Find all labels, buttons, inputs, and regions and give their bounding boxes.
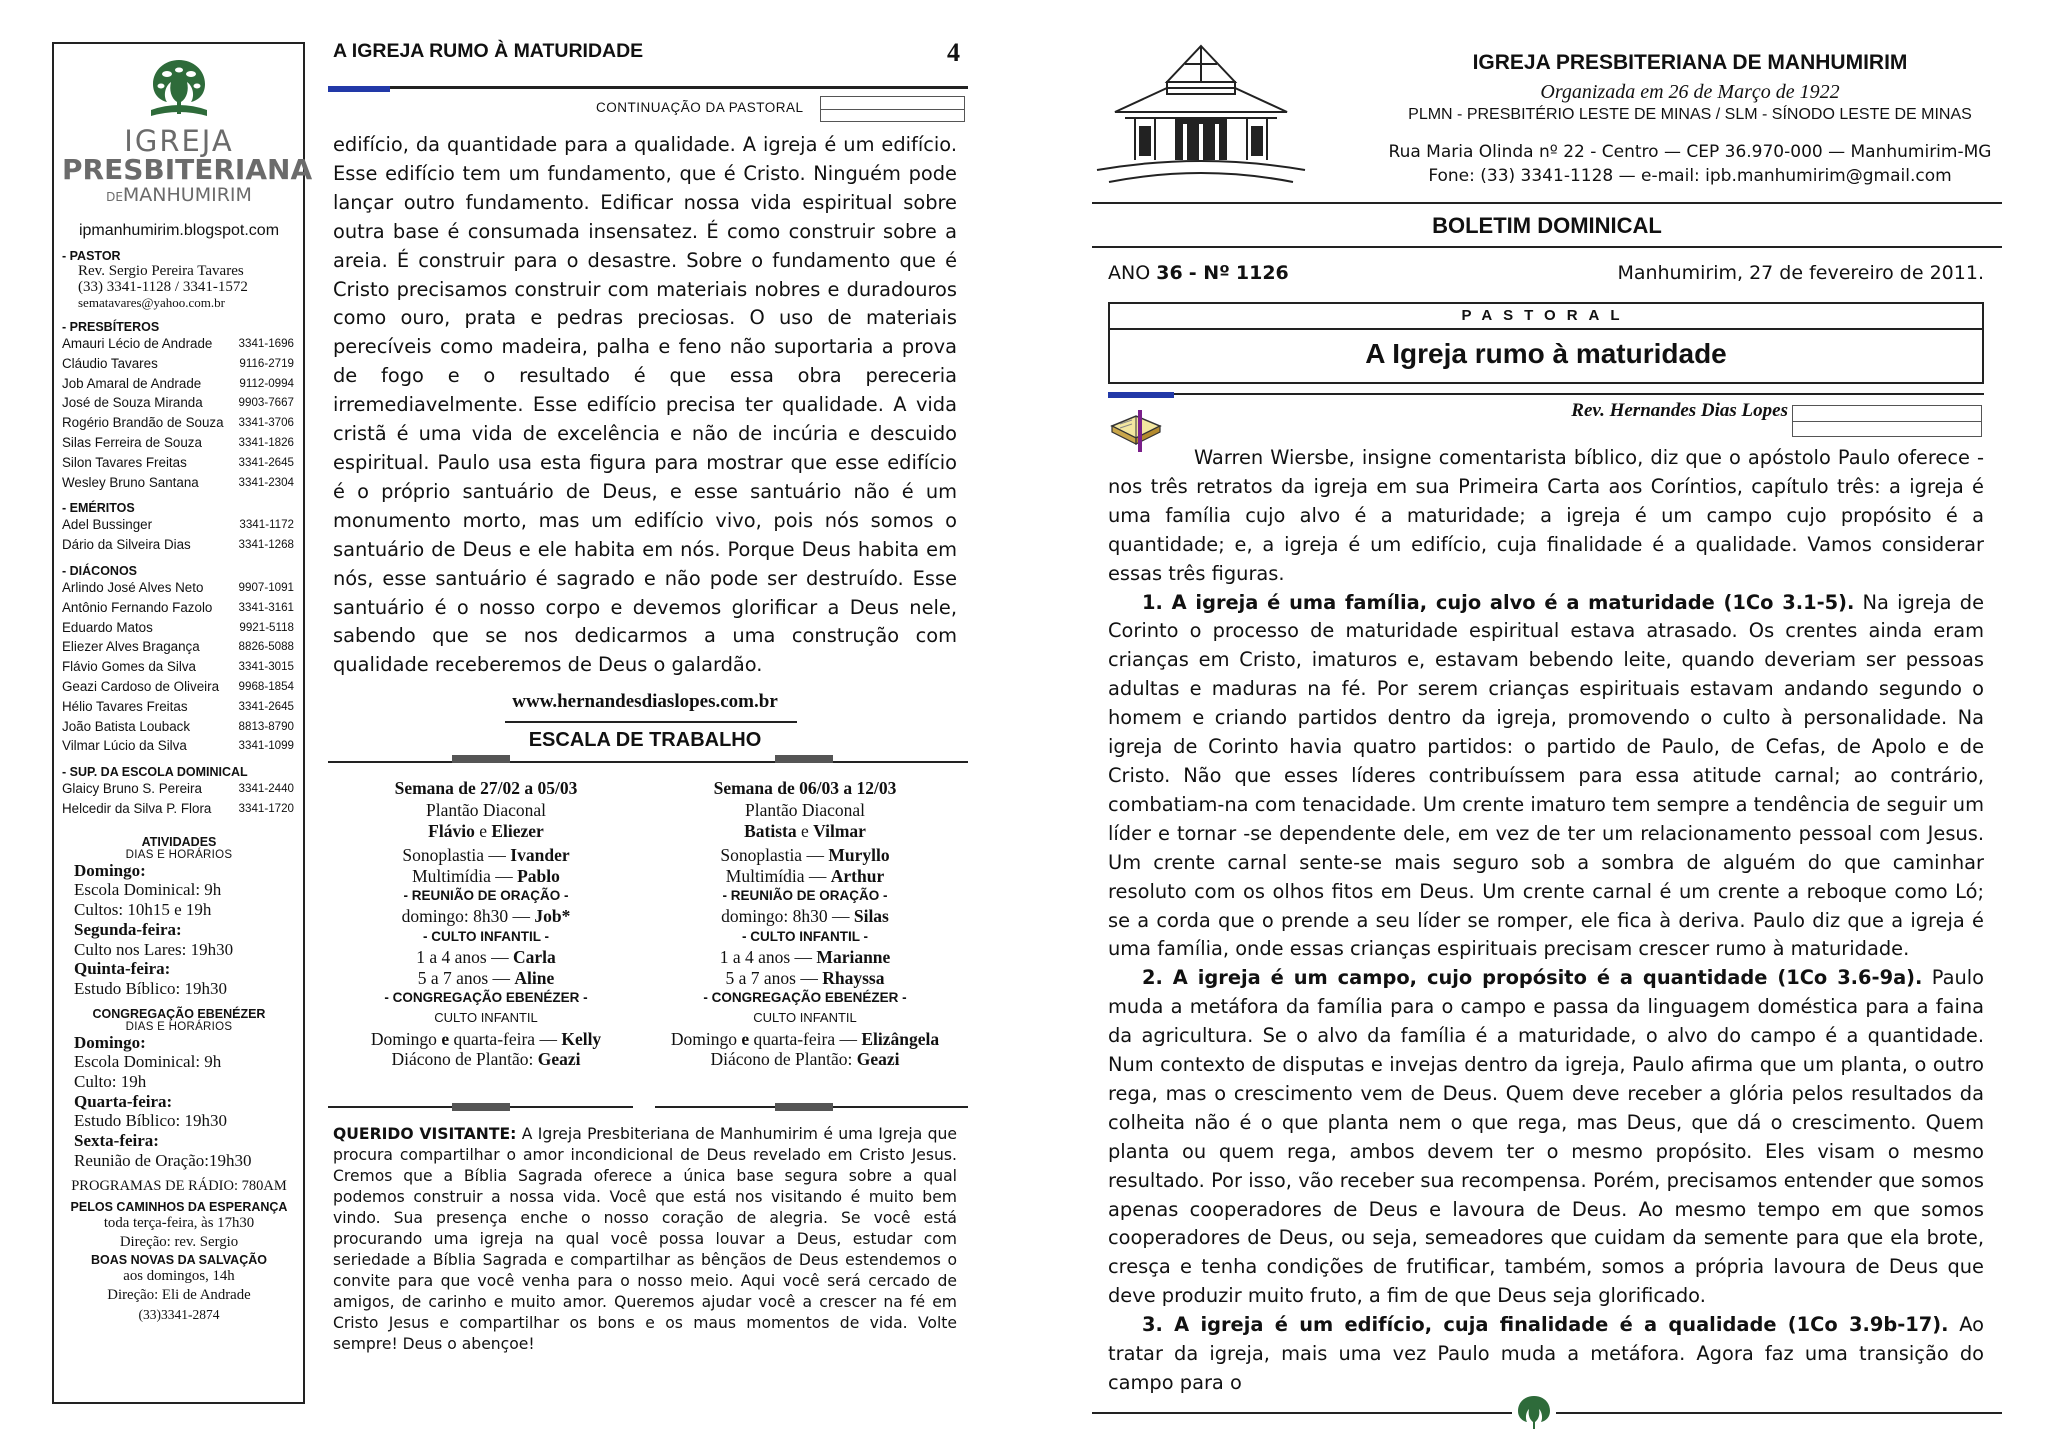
plantao-name-b: Eliezer (491, 820, 544, 841)
page4-header (333, 38, 968, 67)
escala-heading: ESCALA DE TRABALHO (528, 729, 762, 751)
person-row (62, 515, 296, 535)
logo-text-manhumirim: DEMANHUMIRIM (106, 184, 252, 206)
cong-name: Elizângela (861, 1028, 940, 1049)
escala-mark-left (452, 755, 510, 763)
person-name: Adel Bussinger (62, 517, 153, 533)
escala-bottom-mark-left (452, 1103, 510, 1111)
person-name: Wesley Bruno Santana (62, 474, 199, 490)
person-phone: 3341-2440 (238, 782, 294, 796)
infantil-heading: - CULTO INFANTIL - (423, 928, 549, 944)
diacono-name: Geazi (537, 1049, 581, 1070)
continuation-label: CONTINUAÇÃO DA PASTORAL (596, 100, 804, 115)
person-name: Geazi Cardoso de Oliveira (62, 678, 220, 694)
oracao-name: Job* (534, 906, 571, 927)
article-point-1: 1. A igreja é uma família, cujo alvo é a maturidade (1Co 3.1-5). Na igreja de Corinto o processo de maturidade espiritual estava atrasado. Os crentes ainda eram crianças em Cristo, imaturos e, estavam bebendo leite, quando deveriam ser pessoas adultas e maduras na fé. Por serem crianças espirituais estavam andando segundo o homem e criando partidos dentro da igreja, promovendo o culto à personalidade. Na igreja de Corinto havia quatro partidos: o partido de Paulo, de Cefas, de Apolo e de Cristo. Não que esses líderes contribuíssem para essa atitude carnal; ao contrário, combatiam-na com tenacidade. Um crente imaturo tem sempre a tendência de seguir um líder e tornar -se dependente dele, em vez de ter um relacionamento pessoal com Jesus. Um crente carnal sente-se mais seguro sob a sombra de alguém do que caminhar resoluto com os olhos fitos em Deus. Um crente carnal é um crente a reboque como Ló; se a corda que o prende a seu líder se romper, ele fica à deriva. Paulo diz que a igreja é uma família, onde essas crianças espirituais precisam crescer rumo à maturidade. (1108, 590, 1984, 961)
cong-name: Kelly (561, 1028, 602, 1049)
person-phone: 3341-1268 (238, 538, 294, 552)
pastoral-article (1108, 444, 1984, 1398)
person-name: Glaicy Bruno S. Pereira (62, 781, 202, 797)
schedule-day: Quinta-feira: (74, 959, 171, 979)
person-row (62, 637, 296, 657)
issue-number: ANO 36 - Nº 1126 (1108, 262, 1289, 284)
plantao-label: Plantão Diaconal (744, 800, 866, 821)
radio1-title: PELOS CAMINHOS DA ESPERANÇA (70, 1199, 288, 1214)
congregacao-heading: - CONGREGAÇÃO EBENÉZER - (703, 990, 907, 1006)
church-organized: Organizada em 26 de Março de 1922 (1540, 81, 1840, 103)
church-presbytery: PLMN - PRESBITÉRIO LESTE DE MINAS / SLM - SÍNODO LESTE DE MINAS (1408, 106, 1972, 123)
atividades-heading: ATIVIDADES (141, 834, 217, 849)
cong-label-a: Domingo (670, 1028, 737, 1049)
radio1-when: toda terça-feira, às 17h30 (103, 1214, 255, 1231)
person-name: Arlindo José Alves Neto (62, 579, 204, 595)
pastor-info (62, 263, 296, 311)
schedule-day: Sexta-feira: (74, 1131, 159, 1151)
author-website-link[interactable]: www.hernandesdiaslopes.com.br (512, 691, 778, 712)
person-row (62, 677, 296, 697)
schedule-line: Estudo Bíblico: 19h30 (74, 978, 227, 998)
person-phone: 8813-8790 (238, 719, 294, 733)
article-point-3: 3. A igreja é um edifício, cuja finalidade é a qualidade (1Co 3.9b-17). Ao tratar da igreja, mais uma vez Paulo muda a metáfora. Agora faz uma transição do campo para o (1108, 1313, 1984, 1394)
escala-rule (328, 761, 968, 763)
person-phone: 3341-2304 (238, 475, 294, 489)
pastoral-accent-bar (1108, 392, 1174, 398)
article-intro: Warren Wiersbe, insigne comentarista bíblico, diz que o apóstolo Paulo oferece -nos três retratos da igreja em sua Primeira Carta aos Coríntios, capítulo três: a igreja é uma família cujo alvo é a maturidade; a igreja é um campo cujo propósito é a quantidade; e, a igreja é um edifício, cuja finalidade é a qualidade. Vamos considerar essas três figuras. (1108, 446, 1984, 585)
person-row (62, 799, 296, 819)
schedule-line: Cultos: 10h15 e 19h (74, 900, 212, 920)
escala-week-1: Semana de 27/02 a 05/03 Plantão Diaconal Flávio e Eliezer Sonoplastia — Ivander Multimídia — Pablo - REUNIÃO DE ORAÇÃO - domingo: 8h30 — Job* - CULTO INFANTIL - 1 a 4 anos — Carla 5 a 7 anos — Aline - CONGREGAÇÃO EBENÉZER - CULTO INFANTIL Domingo e quarta-feira — Kelly Diácono de Plantão: Geazi (370, 778, 602, 1070)
multimidia-name: Arthur (830, 865, 885, 886)
sidebar (52, 42, 313, 1404)
person-phone: 9968-1854 (238, 679, 294, 693)
infantil-heading: - CULTO INFANTIL - (742, 928, 868, 944)
escala-top-rule (505, 721, 797, 723)
pastor-name: Rev. Sergio Pereira Tavares (78, 263, 244, 279)
church-logo (62, 56, 313, 208)
pastoral-continuation-text: edifício, da quantidade para a qualidade. A igreja é um edifício. Esse edifício tem um fundamento, que é Cristo. Ninguém pode lançar outro fundamento. Edificar nossa vida espiritual sobre outra base é consumada insensatez. É como construir sobre a areia. É construir para o desastre. Sobre o fundamento que é Cristo precisamos construir com materiais nobres e duradouros como ouro, prata e pedras preciosas. O uso de materiais perecíveis como madeira, palha e feno não suportaria a prova de fogo e o resultado é que essa obra pereceria irremediavelmente. Esse edifício precisa ter qualidade. A vida cristã é uma vida de excelência e não de incúria e descuido espiritual. Paulo usa esta figura para mostrar que esse edifício é o próprio santuário de Deus, e esse santuário não é um monumento morto, mas um edifício vivo, pois nós somos o santuário de Deus e ele habita em nós. Porque Deus habita em nós, esse santuário é sagrado e não pode ser destruído. Esse santuário é o nosso corpo e devemos glorificar a Deus nele, sabendo que se nos dedicarmos a uma construção com qualidade receberemos de Deus o galardão. (333, 133, 957, 677)
person-name: Eduardo Matos (62, 619, 153, 635)
visitor-label: QUERIDO VISITANTE: (333, 1125, 517, 1143)
schedule-day: Segunda-feira: (74, 919, 182, 939)
diaconos-heading: - DIÁCONOS (62, 563, 137, 578)
oracao-label: domingo: 8h30 — (401, 906, 530, 927)
oracao-name: Silas (853, 906, 889, 927)
church-address: Rua Maria Olinda nº 22 - Centro — CEP 36.970-000 — Manhumirim-MG (1388, 142, 1992, 162)
tree-logo-icon (143, 56, 215, 122)
article-author: Rev. Hernandes Dias Lopes (1571, 400, 1788, 421)
escala-bottom-mark-right (775, 1103, 833, 1111)
author-box (1792, 405, 1982, 437)
person-name: Rogério Brandão de Souza (62, 415, 224, 431)
person-name: Silon Tavares Freitas (62, 454, 187, 470)
person-name: Hélio Tavares Freitas (62, 698, 188, 714)
escola-list (62, 779, 296, 819)
congregacao-heading: CONGREGAÇÃO EBENÉZER (92, 1006, 266, 1021)
radio2-when: aos domingos, 14h (123, 1267, 235, 1284)
person-name: Cláudio Tavares (62, 355, 158, 371)
sonoplastia-label: Sonoplastia — (720, 845, 824, 866)
sonoplastia-name: Muryllo (828, 845, 890, 866)
issue-date: Manhumirim, 27 de fevereiro de 2011. (1617, 262, 1984, 284)
sonoplastia-label: Sonoplastia — (402, 845, 506, 866)
person-row (62, 413, 296, 433)
pastor-phone: (33) 3341-1128 / 3341-1572 (78, 279, 248, 295)
person-name: José de Souza Miranda (62, 395, 203, 411)
person-phone: 3341-3015 (238, 660, 294, 674)
person-name: Silas Ferreira de Souza (62, 434, 202, 450)
emeritos-heading: - EMÉRITOS (62, 501, 135, 516)
person-phone: 3341-1099 (238, 739, 294, 753)
visitor-text: A Igreja Presbiteriana de Manhumirim é uma Igreja que procura compartilhar o amor incondicional de Deus revelado em Cristo Jesus. Cremos que a Bíblia Sagrada oferece a única base segura sobre a qual podemos construir a nossa vida. Você que está nos visitando é muito bem vindo. Sua presença enche o nosso coração de alegria. Se você está procurando uma igreja na qual você possa louvar a Deus, estudar com seriedade a Bíblia Sagrada e compartilhar as bênçãos de Deus estendemos o convite para que você venha para o nosso meio. Aqui você será cercado de amigos, de carinho e muito amor. Queremos ajudar você a crescer na fé em Cristo Jesus e compartilhar os bons e os maus momentos de vida. Volte sempre! Deus o abençoe! (333, 1125, 957, 1353)
person-row (62, 717, 296, 737)
title-rule (1092, 246, 2002, 248)
person-name: Dário da Silveira Dias (62, 537, 191, 553)
person-name: Eliezer Alves Bragança (62, 639, 200, 655)
plantao-name-a: Flávio (428, 820, 475, 841)
congregacao-sub: CULTO INFANTIL (753, 1010, 857, 1026)
person-row (62, 736, 296, 756)
person-name: João Batista Louback (62, 718, 191, 734)
person-name: Flávio Gomes da Silva (62, 659, 196, 675)
plantao-label: Plantão Diaconal (425, 800, 547, 821)
pastoral-rule (1174, 393, 1984, 395)
person-phone: 3341-1720 (238, 801, 294, 815)
infantil-1-name: Carla (512, 947, 556, 968)
person-name: Amauri Lécio de Andrade (62, 336, 213, 351)
person-row (62, 453, 296, 473)
schedule-day: Domingo: (74, 1032, 146, 1052)
congregacao-heading: - CONGREGAÇÃO EBENÉZER - (384, 990, 588, 1006)
person-phone: 9907-1091 (238, 580, 294, 594)
person-row (62, 697, 296, 717)
pastor-email[interactable]: sematavares@yahoo.com.br (78, 295, 225, 310)
person-phone: 3341-1826 (238, 435, 294, 449)
sonoplastia-name: Ivander (510, 845, 570, 866)
multimidia-label: Multimídia — (412, 865, 513, 886)
radio2-phone: (33)3341-2874 (138, 1306, 220, 1322)
person-name: Vilmar Lúcio da Silva (62, 738, 187, 754)
person-phone: 9903-7667 (238, 396, 294, 410)
visitor-message (333, 1124, 957, 1355)
congregacao-subheading: DIAS E HORÁRIOS (125, 1020, 233, 1033)
infantil-2-label: 5 a 7 anos — (417, 967, 511, 988)
logo-text-igreja: IGREJA (124, 124, 234, 158)
person-name: Job Amaral de Andrade (62, 375, 202, 391)
page4-accent-bar (328, 86, 390, 92)
infantil-2-name: Rhayssa (822, 967, 885, 988)
schedule-line: Escola Dominical: 9h (74, 880, 222, 900)
person-row (62, 334, 296, 354)
person-row (62, 374, 296, 394)
person-row (62, 393, 296, 413)
cong-label-b: e (441, 1028, 450, 1049)
multimidia-name: Pablo (517, 865, 560, 886)
oracao-label: domingo: 8h30 — (721, 906, 850, 927)
person-name: Helcedir da Silva P. Flora (62, 800, 212, 816)
infantil-1-label: 1 a 4 anos — (416, 947, 509, 968)
person-row (62, 535, 296, 555)
person-phone: 8826-5088 (238, 640, 294, 654)
plantao-name-b: Vilmar (813, 820, 866, 841)
person-row (62, 433, 296, 453)
person-phone: 3341-1696 (238, 337, 294, 350)
person-name: Antônio Fernando Fazolo (62, 599, 213, 615)
person-row (62, 354, 296, 374)
radio1-direction: Direção: rev. Sergio (119, 1233, 239, 1250)
schedule-line: Reunião de Oração:19h30 (74, 1150, 252, 1170)
article-point-2: 2. A igreja é um campo, cujo propósito é a quantidade (1Co 3.6-9a). Paulo muda a metáfora da família para o campo e passa da linguagem doméstica para a faina da agricultura. Se o alvo da família é a maturidade, o alvo do campo é a quantidade. Num contexto de disputas e invejas dentro da igreja, Paulo afirma que um planta, o outro rega, mas o crescimento vem de Deus. Quem deve receber a glória pelos resultados da colheita não é o que planta nem o que rega, mas Deus, que dá o crescimento. Quem planta ou quem rega, ambos devem ter o mesmo propósito. Eles visam o mesmo resultado. Por isso, vão receber sua recompensa. Porém, precisamos entender que somos apenas cooperadores de Deus e lavoura de Deus. Ao mesmo tempo em que somos cooperadores de Deus, ou seja, semeadores que cuidam da semente para que ela brote, cresça e tenha condições de frutificar, também, somos a própria lavoura de Deus que deve produzir muito fruto, a fim de que Deus seja glorificado. (1108, 966, 1985, 1308)
escala-mark-right (775, 755, 833, 763)
pastoral-label: PASTORAL (1461, 307, 1631, 324)
logo-text-presbiteriana: PRESBITERIANA (62, 153, 313, 186)
pastoral-divider (1110, 328, 1982, 330)
church-building-icon (1095, 42, 1307, 192)
schedule-line: Culto: 19h (74, 1072, 147, 1092)
diacono-label: Diácono de Plantão: (391, 1049, 534, 1070)
presbiteros-list (62, 334, 296, 492)
diaconos-list (62, 578, 296, 756)
radio2-title: BOAS NOVAS DA SALVAÇÃO (91, 1252, 267, 1267)
page4-title: A IGREJA RUMO À MATURIDADE (333, 40, 644, 62)
pastoral-header-box (1108, 302, 1984, 384)
oracao-heading: - REUNIÃO DE ORAÇÃO - (403, 888, 569, 904)
person-row (62, 578, 296, 598)
emeritos-list (62, 515, 296, 555)
radio-heading: PROGRAMAS DE RÁDIO: 780AM (71, 1177, 287, 1194)
infantil-2-name: Aline (514, 967, 555, 988)
cong-label-b: e (741, 1028, 750, 1049)
person-row (62, 473, 296, 493)
congregacao-sub: CULTO INFANTIL (434, 1010, 538, 1026)
week-label: Semana de 27/02 a 05/03 (394, 778, 578, 798)
person-phone: 3341-3706 (238, 416, 294, 430)
escala-week-2: Semana de 06/03 a 12/03 Plantão Diaconal Batista e Vilmar Sonoplastia — Muryllo Multimídia — Arthur - REUNIÃO DE ORAÇÃO - domingo: 8h30 — Silas - CULTO INFANTIL - 1 a 4 anos — Marianne 5 a 7 anos — Rhayssa - CONGREGAÇÃO EBENÉZER - CULTO INFANTIL Domingo e quarta-feira — Elizângela Diácono de Plantão: Geazi (670, 778, 940, 1070)
diacono-name: Geazi (856, 1049, 900, 1070)
person-phone: 9112-0994 (239, 376, 294, 390)
person-phone: 9921-5118 (239, 620, 294, 634)
infantil-1-label: 1 a 4 anos — (719, 947, 813, 968)
church-name: IGREJA PRESBITERIANA DE MANHUMIRIM (1472, 51, 1908, 74)
cong-label-a: Domingo (370, 1028, 437, 1049)
schedule-day: Domingo: (74, 860, 146, 880)
person-row (62, 598, 296, 618)
multimidia-label: Multimídia — (725, 865, 827, 886)
schedule-line: Estudo Bíblico: 19h30 (74, 1111, 227, 1131)
page4-rule (328, 86, 968, 89)
oracao-heading: - REUNIÃO DE ORAÇÃO - (722, 888, 888, 904)
blog-link[interactable]: ipmanhumirim.blogspot.com (78, 222, 280, 239)
pastor-heading: - PASTOR (62, 249, 121, 263)
diacono-label: Diácono de Plantão: (710, 1049, 853, 1070)
person-row (62, 657, 296, 677)
cong-label-c: quarta-feira — (453, 1028, 557, 1049)
plantao-name-a: Batista (744, 820, 797, 841)
schedule-line: Escola Dominical: 9h (74, 1052, 222, 1072)
presbiteros-heading: - PRESBÍTEROS (62, 320, 160, 334)
continuation-box (820, 96, 965, 122)
escola-heading: - SUP. DA ESCOLA DOMINICAL (62, 765, 248, 780)
schedule-line: Culto nos Lares: 19h30 (74, 939, 234, 959)
person-phone: 3341-2645 (238, 455, 294, 469)
cong-label-c: quarta-feira — (753, 1028, 857, 1049)
atividades-list (62, 861, 296, 999)
radio2-direction: Direção: Eli de Andrade (107, 1286, 251, 1303)
person-row (62, 618, 296, 638)
header-rule (1092, 202, 2002, 204)
person-phone: 3341-1172 (239, 518, 294, 532)
congregacao-list (62, 1033, 296, 1171)
page-number: 4 (947, 38, 960, 67)
person-row (62, 779, 296, 799)
infantil-2-label: 5 a 7 anos — (725, 967, 818, 988)
bulletin-title: BOLETIM DOMINICAL (1432, 213, 1662, 238)
person-phone: 3341-2645 (238, 699, 294, 713)
infantil-1-name: Marianne (816, 947, 891, 968)
week-label: Semana de 06/03 a 12/03 (713, 778, 897, 798)
person-phone: 9116-2719 (239, 356, 294, 370)
atividades-subheading: DIAS E HORÁRIOS (125, 848, 233, 861)
schedule-day: Quarta-feira: (74, 1091, 173, 1111)
church-contact: Fone: (33) 3341-1128 — e-mail: ipb.manhumirim@gmail.com (1428, 166, 1952, 186)
pastoral-title: A Igreja rumo à maturidade (1365, 338, 1727, 369)
person-phone: 3341-3161 (238, 600, 294, 614)
footer-tree-icon (1512, 1393, 1556, 1433)
